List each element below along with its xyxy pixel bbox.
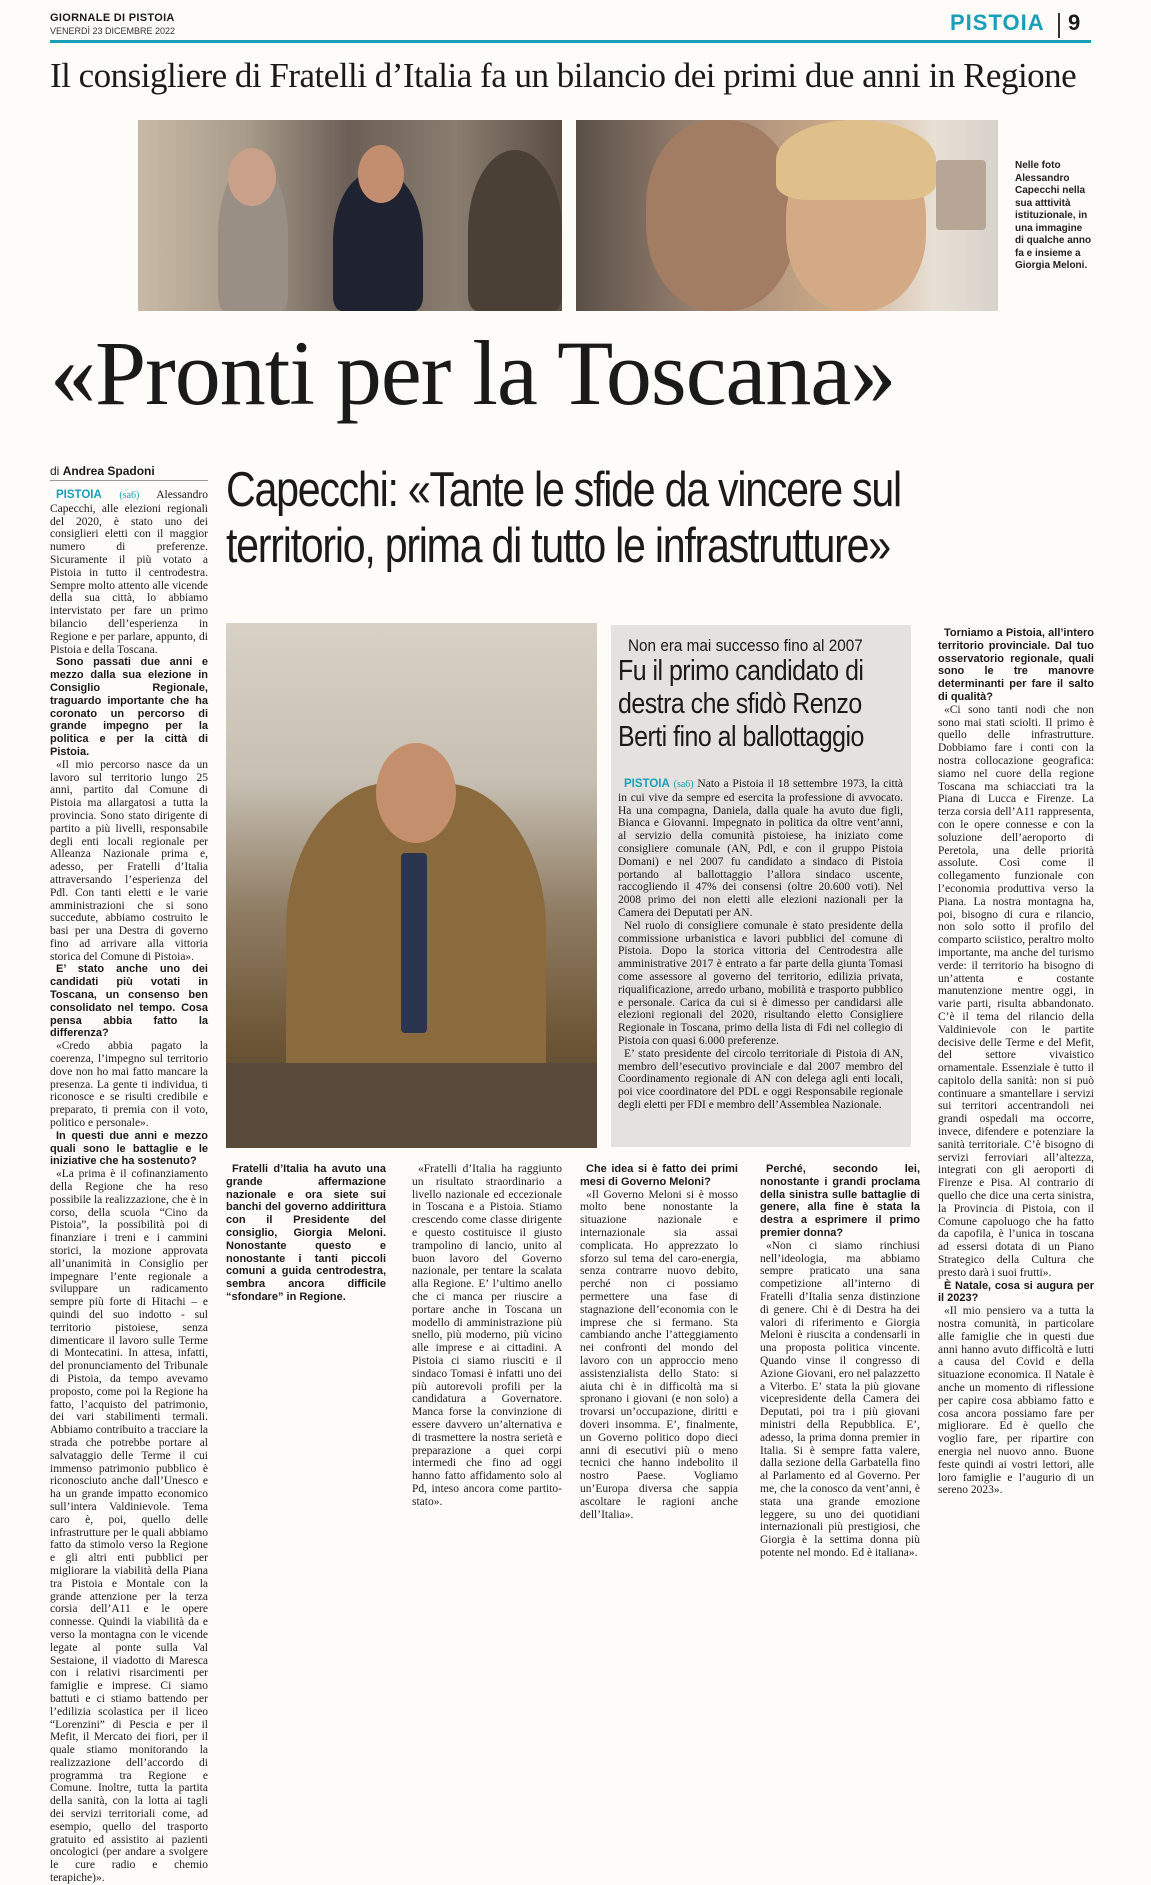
answer-4: «Fratelli d’Italia ha raggiunto un risultato straordinario a livello nazionale ed eccezionale in Toscana e a Pistoia. Stiamo crescendo come classe dirigente e questo costituisce il giusto trampolino di lancio, unito al buon lavoro del Governo nazionale, per tentare la scalata alla Regione. E’ l’ultimo anello che ci manca per riuscire a portare anche in Toscana un modello di amministrazione più snello, più moderno, più vicino alle imprese e ai cittadini. A Pistoia ci siamo riusciti e il sindaco Tomasi è infatti uno dei più autorevoli profili per la candidatura a Governatore. Manca forse la convinzione di essere davvero un’alternativa e di trasmettere la nostra serietà e preparazione a quei corpi intermedi che fino ad oggi hanno fatto affidamento solo al Pd, inteso ancora come partito-stato». bbox=[412, 1163, 562, 1508]
question-2: E’ stato anche uno dei candidati più votati in Toscana, un consenso ben consolidato nel tempo. Cosa pensa abbia fatto la differenza? bbox=[50, 963, 208, 1040]
box-lead-place: PISTOIA bbox=[624, 778, 670, 790]
answer-2: «Credo abbia pagato la coerenza, l’impegno sul territorio dove non ho mai fatto mancare la presenza. La gente ti individua, ti riconosce e se risulti credibile e preparato, ti premia con il voto, politico e personale». bbox=[50, 1040, 208, 1130]
question-3: In questi due anni e mezzo quali sono le battaglie e le iniziative che ha sostenuto? bbox=[50, 1129, 208, 1168]
answer-7: «Ci sono tanti nodi che non sono mai stati sciolti. Il primo è quello delle infrastrutture. Dobbiamo fare i conti con la nostra collocazione geografica: siamo nel cuore della regione Toscana ma schiacciati tra la Piana di Lucca e Firenze. La terza corsia dell’A11 rappresenta, con le opere connesse e con la soluzione dell’aeroporto di Peretola, una delle priorità assolute. Così come il collegamento funzionale con l’economia produttiva verso la Piana. La nostra montagna ha, poi, bisogno di cura e rilancio, non solo sotto il profilo del comparto sciistico, peraltro molto importante, ma anche del turismo verde: il territorio ha bisogno di un’attenta e costante manutenzione mentre oggi, in varie parti, risulta abbandonato. C’è il tema del rilancio della Valdinievole con le partite decisive delle Terme e del Mefit, del settore vivaistico ornamentale. Essenziale è tutto il capitolo della sanità: non si può continuare a smantellare i servizi sui territori accentrandoli nei grandi ospedali ma occorre, invece, difendere e potenziare la sanità territoriale. C’è bisogno di servizi ferroviari all’altezza, integrati con gli aeroporti di Firenze e Pisa. Al contrario di quello che dice una certa sinistra, la Provincia di Pistoia, con il Comune capoluogo che ha fatto da capofila, è l’unica in toscana ad essersi dotata di un Piano Strategico della Cultura che presto darà i suoi frutti». bbox=[938, 703, 1094, 1279]
bio-box-text bbox=[618, 778, 903, 1143]
byline bbox=[50, 464, 155, 478]
answer-5: «Il Governo Meloni si è mosso molto bene nonostante la situazione nazionale e internazionale sia assai complicata. Ho apprezzato lo sforzo sul tema del caro-energia, senza contrarre nuovo debito, perché non ci possiamo permettere una fase di stagnazione dell’economia con le imprese che si fermano. Sta cambiando anche l’atteggiamento nei confronti del mondo del lavoro con un approccio meno assistenzialista dello Stato: si aiuta chi è in difficoltà ma si spronano i giovani (e non solo) a trovarsi un’occupazione, diritti e doveri insomma. E’, finalmente, un Governo politico dopo dieci anni di esecutivi più o meno tecnici che hanno indebolito il nostro Paese. Vogliamo un’Europa diversa che sappia ascoltare le ragioni anche dell’Italia». bbox=[580, 1188, 738, 1521]
byline-rule bbox=[50, 480, 208, 481]
headline: «Pronti per la Toscana» bbox=[50, 322, 896, 424]
question-1: Sono passati due anni e mezzo dalla sua elezione in Consiglio Regionale, traguardo importante che ha coronato un percorso di grande impegno per la politica e per la città di Pistoia. bbox=[50, 656, 208, 758]
question-6: Perché, secondo lei, nonostante i grandi proclama della sinistra sulle battaglie di genere, alla fine è stata la destra a esprimere il primo premier donna? bbox=[760, 1163, 920, 1239]
lead-place: PISTOIA bbox=[56, 489, 102, 501]
page-number: 9 bbox=[1068, 10, 1081, 35]
answer-1: «Il mio percorso nasce da un lavoro sul territorio lungo 25 anni, partito dal Comune di Pistoia ma allargatosi a tutta la provincia. Sono stato dirigente di partito a più livelli, responsabile degli enti locali regionale per Alleanza Nazionale prima e, adesso, per Fratelli d’Italia attraversando l’esperienza del Pdl. Con tanti eletti e le varie amministrazioni che si sono succedute, abbiamo costruito le basi per una Destra di governo fino ad arrivare alla vittoria storica del Comune di Pistoia». bbox=[50, 758, 208, 963]
photo-selfie-with-meloni bbox=[576, 120, 998, 311]
box-paragraph-1: Nato a Pistoia il 18 settembre 1973, la città in cui vive da sempre ed esercita la professione di avvocato. Ha una compagna, Daniela, dalla quale ha avuto due figli, Bianca e Giovanni. Impegnato in politica da oltre vent’anni, al servizio della comunità pistoiese, ha iniziato come consigliere comunale (AN, Pdl, e con il gruppo Pistoia Domani) e nel 2007 fu candidato a sindaco di Pistoia portando al ballottaggio l’allora sindaco uscente, raccogliendo il 47% dei consensi (oltre 20.600 voti). Nel 2008 primo dei non eletti alle elezioni nazionali per la Camera dei Deputati per AN. bbox=[618, 778, 904, 919]
question-7: Torniamo a Pistoia, all’intero territorio provinciale. Dal tuo osservatorio regionale, quali sono le tre manovre determinanti per fare il salto di qualità? bbox=[938, 627, 1094, 703]
lead-code: (sa6) bbox=[119, 490, 140, 501]
section-name: PISTOIA bbox=[950, 10, 1045, 35]
question-4: Fratelli d’Italia ha avuto una grande affermazione nazionale e ora siete sui banchi del governo addirittura con il Presidente del consiglio, Giorgia Meloni. Nonostante questo e nonostante i tanti piccoli comuni a guida centrodestra, sembra ancora difficile “sfondare” in Regione. bbox=[226, 1163, 386, 1303]
article-column-6 bbox=[938, 627, 1094, 1585]
lead-text: Alessandro Capecchi, alle elezioni regionali del 2020, è stato uno dei consiglieri eletti con il maggior numero di preferenze. Sicuramente il più votato a Pistoia in tutto il centrodestra. Sempre molto attento alle vicende della sua città, lo abbiamo intervistato per fare un primo bilancio dell’esperienza in Regione e per parlare, appunto, di Pistoia e della Toscana. bbox=[50, 489, 208, 656]
kicker: Il consigliere di Fratelli d’Italia fa un bilancio dei primi due anni in Regione bbox=[50, 56, 1077, 95]
box-paragraph-2: Nel ruolo di consigliere comunale è stato presidente della commissione urbanistica e lavori pubblici del comune di Pistoia. Dopo la storica vittoria del Centrodestra alle amministrative 2017 è entrato a far parte della giunta Tomasi come assessore al governo del territorio, edilizia privata, riqualificazione, arredo urbano, mobilità e trasporto pubblico e personale. Carica da cui si è dimesso per candidarsi alle elezioni regionali del 2020, risultando eletto Consigliere Regionale in Toscana, primo della lista di Fdi nel collegio di Pistoia con quasi 6.000 preferenze. bbox=[618, 919, 903, 1047]
photo-three-men bbox=[138, 120, 562, 311]
photo-caption: Nelle foto Alessandro Capecchi nella sua atttività istituzionale, in una immagine di qualche anno fa e insieme a Giorgia Meloni. bbox=[1015, 160, 1092, 271]
article-column-5 bbox=[760, 1163, 920, 1585]
masthead: GIORNALE DI PISTOIA bbox=[50, 12, 175, 24]
article-column-4 bbox=[580, 1163, 738, 1585]
section-separator bbox=[1058, 13, 1060, 38]
bio-box-title: Fu il primo candidato di destra che sfidò Renzo Berti fino al ballottaggio bbox=[618, 655, 864, 753]
bio-box-kicker: Non era mai successo fino al 2007 bbox=[628, 636, 863, 655]
photo-capecchi-speaking bbox=[226, 623, 597, 1148]
deck-line-2: territorio, prima di tutto le infrastrutture» bbox=[226, 519, 890, 573]
answer-6: «Non ci siamo rinchiusi nell’ideologia, ma abbiamo sempre praticato una sana competizione all’interno di Fratelli d’Italia senza distinzione di genere. Chi è di Destra ha dei valori di riferimento e Giorgia Meloni è riuscita a condensarli in una proposta politica vincente. Quando vinse il congresso di Azione Giovani, ero nel palazzetto a Viterbo. E’ stata la più giovane vicepresidente della Camera dei Deputati, poi tra i più giovani ministri della Repubblica. E’, adesso, la prima donna premier in Italia. Si è sempre fatta valere, dalla sezione della Garbatella fino al Parlamento ed al Governo. Per me, che la conosco da vent’anni, è stata una grande emozione leggere, su uno dei quotidiani internazionali più prestigiosi, che Giorgia è la settima donna più potente nel mondo. Ed è italiana». bbox=[760, 1239, 920, 1559]
header-rule bbox=[50, 40, 1091, 43]
deck bbox=[226, 462, 1100, 574]
answer-3: «La prima è il cofinanziamento della Regione che ha reso possibile la realizzazione, che è in corso, della scuola “Cino da Pistoia”, la possibilità poi di finanziare i treni e i cammini storici, la mozione approvata all’unanimità in Consiglio per impegnare l’ente regionale a sviluppare un radicamento sempre più forte di Hitachi – e quindi del suo indotto - sul territorio pistoiese, senza dimenticare il lavoro sulle Terme di Montecatini. In attesa, infatti, del pronunciamento del Tribunale di Pistoia, da tempo avevamo proposto, come poi la Regione ha fatto, l’acquisto del patrimonio, dei vari stabilimenti termali. Abbiamo contribuito a tracciare la strada che potrebbe portare al salvataggio delle Terme il cui immenso patrimonio pubblico è riconosciuto anche dall’Unesco e ha un grande impatto economico sull’intera Valdinievole. Tema caro è, poi, quello delle infrastrutture per le quali abbiamo fatto da stimolo verso la Regione e gli altri enti pubblici per migliorare la viabilità della Piana tra Pistoia e Montale con la grande attenzione per la terza corsia dell’A11 e le opere connesse. Quindi la viabilità da e verso la montagna con le vicende legate al ponte sulla Val Sestaione, il viadotto di Maresca con i relativi risarcimenti per famiglie e imprese. Ci siamo battuti e ci stiamo battendo per l’edilizia scolastica per il liceo “Lorenzini” di Pescia e per il Mefit, il Mercato dei fiori, per il quale stiamo monitorando la realizzazione dell’accordo di programma tra Regione e Comune. Inoltre, tutta la partita della sanità, con la lotta ai tagli dei servizi territoriali come, ad esempio, quello del trasporto gratuito ed assistito ai pazienti oncologici (per andare a svolgere le cure radio e chemio terapiche)». bbox=[50, 1168, 208, 1885]
article-column-3 bbox=[412, 1163, 562, 1585]
byline-prefix: di bbox=[50, 464, 60, 478]
answer-8: «Il mio pensiero va a tutta la nostra comunità, in particolare alle famiglie che in questi due anni hanno avuto difficoltà e lutti a causa del Covid e della situazione economica. Il Natale è anche un momento di riflessione per capire cosa abbiamo fatto e cosa ancora possiamo fare per migliorare. Ed è quello che voglio fare, per ripartire con energia nel nuovo anno. Buone feste quindi ai vostri lettori, alle loro famiglie e l’augurio di un sereno 2023». bbox=[938, 1305, 1094, 1497]
article-column-1 bbox=[50, 489, 208, 1885]
question-5: Che idea si è fatto dei primi mesi di Governo Meloni? bbox=[580, 1163, 738, 1188]
article-column-2 bbox=[226, 1163, 386, 1585]
question-8: È Natale, cosa si augura per il 2023? bbox=[938, 1279, 1094, 1305]
box-paragraph-3: E’ stato presidente del circolo territoriale di Pistoia di AN, membro dell’esecutivo provinciale e dal 2007 membro del Coordinamento regionale di AN con delega agli enti locali, poi vice coordinatore del PDL e oggi Responsabile regionale degli eletti per FDI e membro dell’Assemblea Nazionale. bbox=[618, 1047, 903, 1111]
box-lead-code: (sa6) bbox=[673, 779, 694, 790]
deck-line-1: Capecchi: «Tante le sfide da vincere sul bbox=[226, 463, 901, 517]
byline-author: Andrea Spadoni bbox=[62, 464, 155, 478]
dateline: VENERDÌ 23 DICEMBRE 2022 bbox=[50, 26, 176, 36]
